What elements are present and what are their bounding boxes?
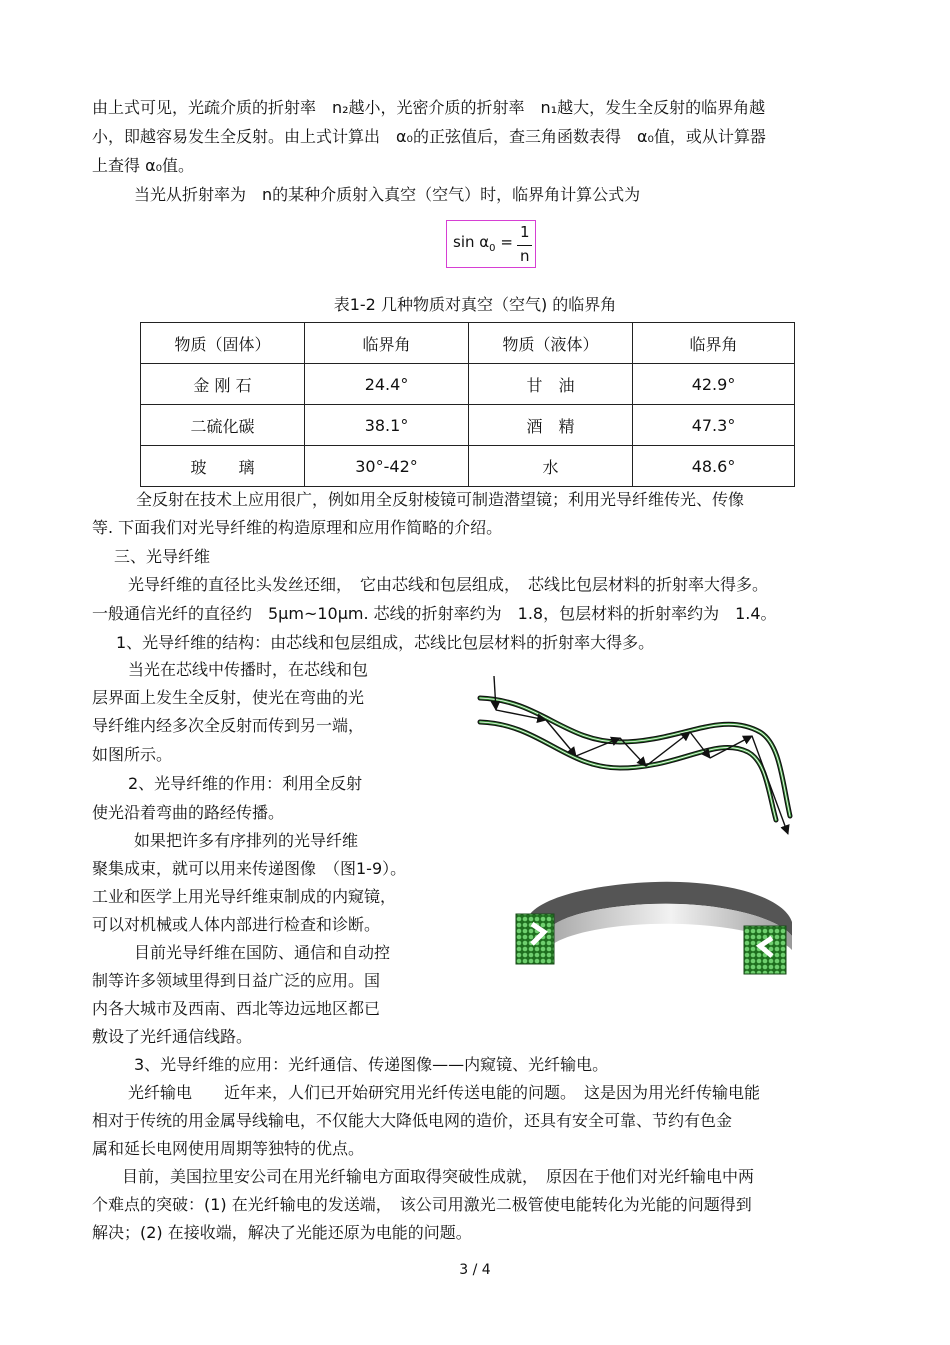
text-line: 层界面上发生全反射，使光在弯曲的光 xyxy=(92,688,365,707)
text-line: 光纤输电 近年来，人们已开始研究用光纤传送电能的问题。 这是因为用光纤传输电能 xyxy=(128,1083,761,1102)
fiber-total-reflection-diagram xyxy=(470,670,810,850)
table-caption: 表1-2 几种物质对真空（空气) 的临界角 xyxy=(333,295,617,314)
table-cell: 30°-42° xyxy=(305,446,469,487)
text-line: 3、光导纤维的应用：光纤通信、传递图像——内窥镜、光纤输电。 xyxy=(134,1055,609,1074)
text-line: 当光从折射率为 n的某种介质射入真空（空气）时，临界角计算公式为 xyxy=(134,185,641,204)
text-line: 目前光导纤维在国防、通信和自动控 xyxy=(134,943,391,962)
header-cell: 临界角 xyxy=(633,323,795,364)
text-line: 由上式可见，光疏介质的折射率 n₂越小，光密介质的折射率 n₁越大，发生全反射的临界角越 xyxy=(92,98,766,117)
table-cell: 二硫化碳 xyxy=(141,405,305,446)
fraction-bar xyxy=(517,245,532,246)
text-line: 解决；(2) 在接收端，解决了光能还原为电能的问题。 xyxy=(92,1223,472,1242)
page-number: 3 / 4 xyxy=(459,1262,491,1278)
text-line: 等. 下面我们对光导纤维的构造原理和应用作简略的介绍。 xyxy=(92,518,503,537)
text-line: 内各大城市及西南、西北等边远地区都已 xyxy=(92,999,381,1018)
text-line: 敷设了光纤通信线路。 xyxy=(92,1027,253,1046)
text-line: 2、光导纤维的作用：利用全反射 xyxy=(128,774,363,793)
table-cell: 水 xyxy=(469,446,633,487)
table-row xyxy=(141,446,795,487)
header-cell: 临界角 xyxy=(305,323,469,364)
text-line: 小，即越容易发生全反射。由上式计算出 α₀的正弦值后，查三角函数表得 α₀值，或从计算器 xyxy=(92,127,766,146)
text-line: 使光沿着弯曲的路经传播。 xyxy=(92,803,285,822)
table-header-row xyxy=(141,323,795,364)
header-cell: 物质（固体） xyxy=(141,323,305,364)
formula-numerator: 1 xyxy=(520,223,530,241)
text-line: 光导纤维的直径比头发丝还细， 它由芯线和包层组成， 芯线比包层材料的折射率大得多。 xyxy=(128,575,769,594)
section-heading: 三、光导纤维 xyxy=(114,547,211,566)
text-line: 1、光导纤维的结构：由芯线和包层组成，芯线比包层材料的折射率大得多。 xyxy=(116,633,655,652)
text-line: 个难点的突破：(1) 在光纤输电的发送端， 该公司用激光二极管使电能转化为光能的问题得到 xyxy=(92,1195,752,1214)
table-cell: 38.1° xyxy=(305,405,469,446)
table-cell: 47.3° xyxy=(633,405,795,446)
text-line: 导纤维内经多次全反射而传到另一端， xyxy=(92,716,365,735)
text-line: 工业和医学上用光导纤维束制成的内窥镜， xyxy=(92,887,397,906)
text-line: 上查得 α₀值。 xyxy=(92,156,195,175)
table-row xyxy=(141,364,795,405)
table-row xyxy=(141,405,795,446)
critical-angle-table xyxy=(140,322,795,487)
text-line: 属和延长电网使用周期等独特的优点。 xyxy=(92,1139,365,1158)
fiber-bundle-diagram xyxy=(510,880,810,980)
text-line: 相对于传统的用金属导线输电，不仅能大大降低电网的造价，还具有安全可靠、节约有色金 xyxy=(92,1111,733,1130)
text-line: 目前，美国拉里安公司在用光纤输电方面取得突破性成就， 原因在于他们对光纤输电中两 xyxy=(122,1167,755,1186)
table-cell: 42.9° xyxy=(633,364,795,405)
table-cell: 甘 油 xyxy=(469,364,633,405)
formula-denominator: n xyxy=(520,247,530,265)
header-cell: 物质（液体） xyxy=(469,323,633,364)
text-line: 如果把许多有序排列的光导纤维 xyxy=(134,831,359,850)
text-line: 如图所示。 xyxy=(92,745,173,764)
table-cell: 48.6° xyxy=(633,446,795,487)
text-line: 可以对机械或人体内部进行检查和诊断。 xyxy=(92,915,381,934)
text-line: 当光在芯线中传播时，在芯线和包 xyxy=(128,660,369,679)
text-line: 制等许多领域里得到日益广泛的应用。国 xyxy=(92,971,381,990)
table-cell: 金 刚 石 xyxy=(141,364,305,405)
text-line: 一般通信光纤的直径约 5μm~10μm. 芯线的折射率约为 1.8，包层材料的折射率约为 1.4。 xyxy=(92,604,777,623)
text-line: 全反射在技术上应用很广，例如用全反射棱镜可制造潜望镜；利用光导纤维传光、传像 xyxy=(136,490,745,509)
table-cell: 24.4° xyxy=(305,364,469,405)
text-line: 聚集成束，就可以用来传递图像 （图1-9）。 xyxy=(92,859,407,878)
critical-angle-formula xyxy=(446,220,536,268)
table-cell: 酒 精 xyxy=(469,405,633,446)
table-cell: 玻 璃 xyxy=(141,446,305,487)
formula-lhs: $\sin \alpha_0$ = xyxy=(453,233,513,254)
